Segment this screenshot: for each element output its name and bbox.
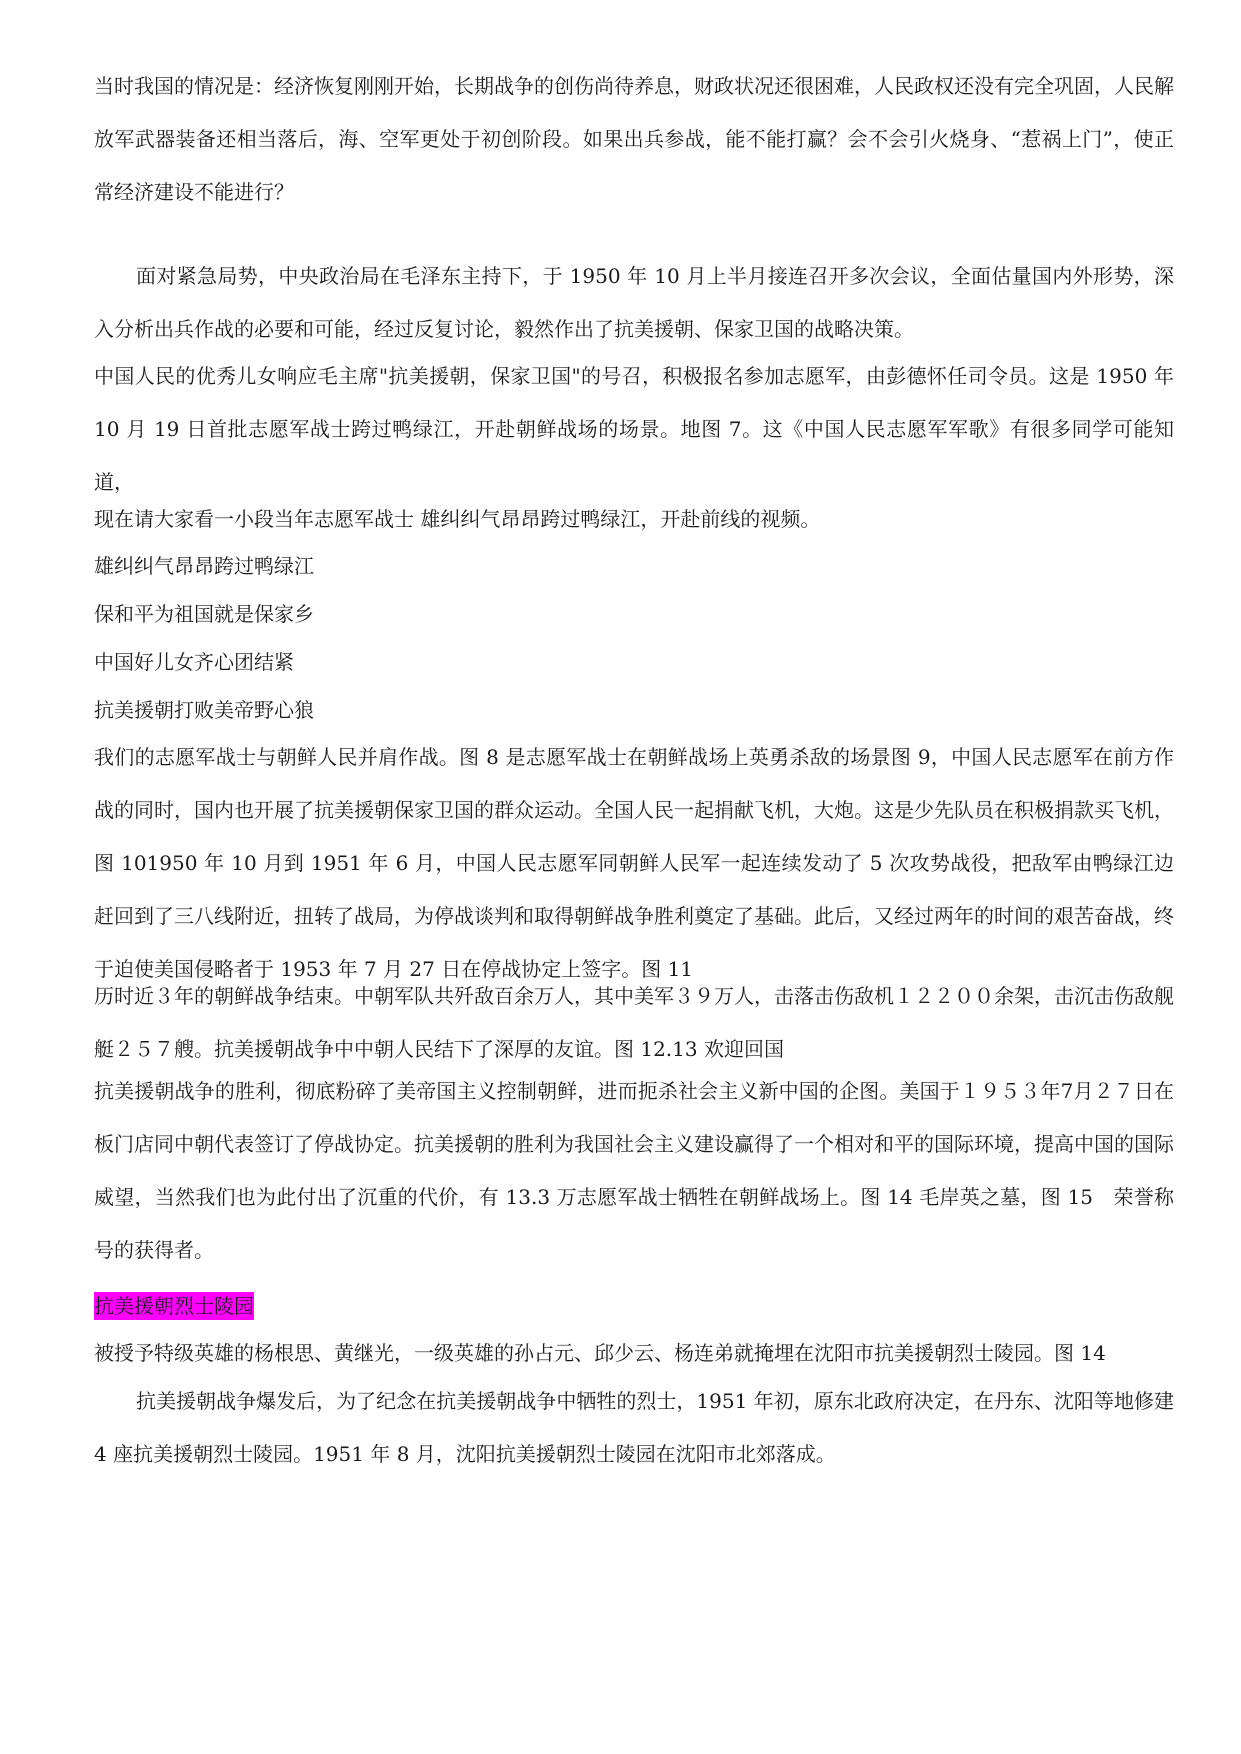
paragraph-war-end: 历时近３年的朝鲜战争结束。中朝军队共歼敌百余万人，其中美军３９万人，击落击伤敌机１２２００余架，击沉击伤敌舰艇２５７艘。抗美援朝战争中中朝人民结下了深厚的友谊。图 12.13 欢迎回国 — [94, 984, 1174, 1061]
paragraph-heroes: 被授予特级英雄的杨根思、黄继光，一级英雄的孙占元、邱少云、杨连弟就掩埋在沈阳市抗美援朝烈士陵园。图 14 — [94, 1341, 1106, 1365]
paragraph-decision: 面对紧急局势，中央政治局在毛泽东主持下，于 1950 年 10 月上半月接连召开多次会议，全面估量国内外形势，深入分析出兵作战的必要和可能，经过反复讨论，毅然作出了抗美援朝、保家卫国的战略决策。 — [94, 264, 1174, 341]
song-line-1: 雄纠纠气昂昂跨过鸭绿江 — [94, 554, 314, 578]
paragraph-battles: 我们的志愿军战士与朝鲜人民并肩作战。图 8 是志愿军战士在朝鲜战场上英勇杀敌的场景图 9，中国人民志愿军在前方作战的同时，国内也开展了抗美援朝保家卫国的群众运动。全国人民一起捐献飞机，大炮。这是少先队员在积极捐款买飞机，图 101950 年 10 月到 1951 年 6 月，中国人民志愿军同朝鲜人民军一起连续发动了 5 次攻势战役，把敌军由鸭绿江边赶回到了三八线附近，扭转了战局，为停战谈判和取得朝鲜战争胜利奠定了基础。此后，又经过两年的时间的艰苦奋战，终于迫使美国侵略者于 1953 年 7 月 27 日在停战协定上签字。图 11 — [94, 745, 1174, 981]
paragraph-video: 现在请大家看一小段当年志愿军战士 雄纠纠气昂昂跨过鸭绿江，开赴前线的视频。 — [94, 507, 821, 531]
paragraph-cemetery: 抗美援朝战争爆发后，为了纪念在抗美援朝战争中牺牲的烈士，1951 年初，原东北政府决定，在丹东、沈阳等地修建 4 座抗美援朝烈士陵园。1951 年 8 月，沈阳抗美援朝烈士陵园在沈阳市北郊落成。 — [94, 1389, 1174, 1466]
song-line-4: 抗美援朝打败美帝野心狼 — [94, 698, 314, 722]
song-line-2: 保和平为祖国就是保家乡 — [94, 602, 314, 626]
paragraph-victory: 抗美援朝战争的胜利，彻底粉碎了美帝国主义控制朝鲜，进而扼杀社会主义新中国的企图。美国于１９５３年7月２７日在板门店同中朝代表签订了停战协定。抗美援朝的胜利为我国社会主义建设赢得了一个相对和平的国际环境，提高中国的国际威望，当然我们也为此付出了沉重的代价，有 13.3 万志愿军战士牺牲在朝鲜战场上。图 14 毛岸英之墓，图 15 荣誉称号的获得者。 — [94, 1079, 1174, 1262]
song-line-3: 中国好儿女齐心团结紧 — [94, 650, 294, 674]
heading-highlight: 抗美援朝烈士陵园 — [94, 1294, 254, 1318]
section-heading — [94, 1280, 1174, 1333]
paragraph-situation: 当时我国的情况是：经济恢复刚刚开始，长期战争的创伤尚待养息，财政状况还很困难，人民政权还没有完全巩固，人民解放军武器装备还相当落后，海、空军更处于初创阶段。如果出兵参战，能不能打赢？会不会引火烧身、“惹祸上门”，使正常经济建设不能进行？ — [94, 74, 1174, 204]
paragraph-volunteers: 中国人民的优秀儿女响应毛主席"抗美援朝，保家卫国"的号召，积极报名参加志愿军，由彭德怀任司令员。这是 1950 年 10 月 19 日首批志愿军战士跨过鸭绿江，开赴朝鲜战场的场景。地图 7。这《中国人民志愿军军歌》有很多同学可能知道， — [94, 364, 1174, 494]
